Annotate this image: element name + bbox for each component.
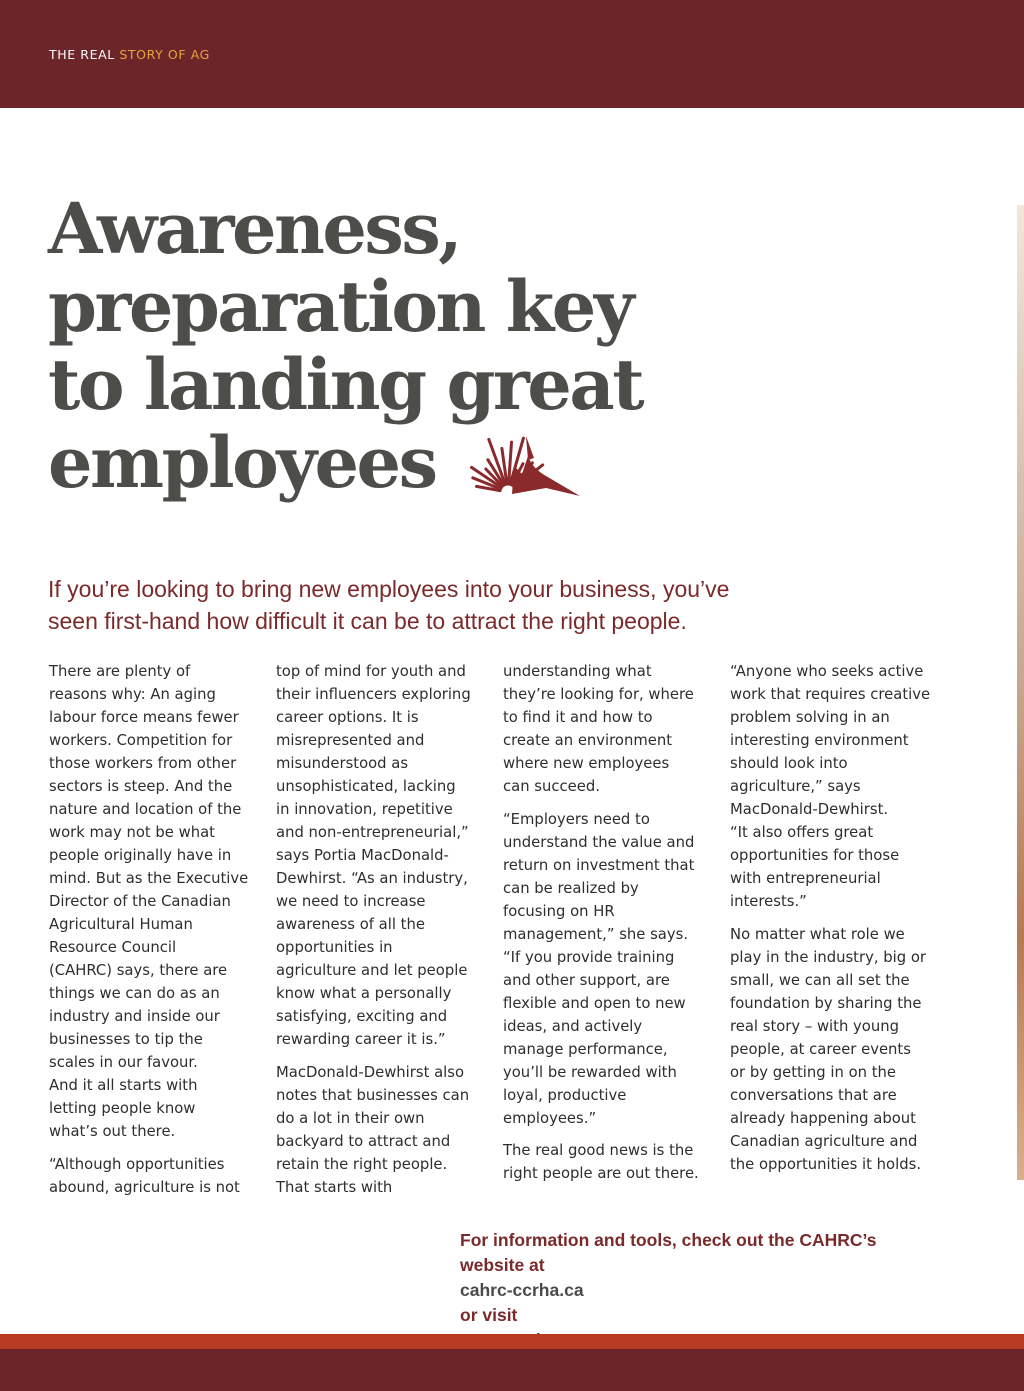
- body-column-3: [503, 660, 725, 1185]
- body-column-1: [49, 660, 271, 1199]
- body-text-line: to find it and how to: [503, 709, 653, 726]
- body-text-line: in innovation, repetitive: [276, 801, 453, 818]
- body-text-line: There are plenty of: [49, 663, 191, 680]
- body-text-line: The real good news is the: [503, 1142, 694, 1159]
- maple-leaf-icon: [462, 428, 582, 500]
- body-text-line: what’s out there.: [49, 1123, 176, 1140]
- body-text-line: you’ll be rewarded with: [503, 1063, 677, 1081]
- body-text-line: manage performance,: [503, 1040, 668, 1058]
- body-text-line: backyard to attract and: [276, 1132, 451, 1150]
- body-text-line: retain the right people.: [276, 1155, 448, 1173]
- body-text-line: Director of the Canadian: [49, 893, 231, 910]
- body-text-line: “Employers need to: [503, 810, 650, 828]
- body-text-line: small, we can all set the: [730, 971, 910, 989]
- body-text-line: know what a personally: [276, 985, 452, 1002]
- body-text-line: they’re looking for, where: [503, 686, 694, 703]
- body-text-line: do a lot in their own: [276, 1109, 425, 1127]
- body-text-line: No matter what role we: [730, 925, 905, 943]
- body-text-line: career options. It is: [276, 709, 419, 726]
- cta-line-1: For information and tools, check out the CAHRC’s: [460, 1230, 877, 1250]
- body-text-line: agriculture,” says: [730, 778, 861, 795]
- body-text-line: opportunities for those: [730, 847, 900, 864]
- cahrc-website-link[interactable]: cahrc-ccrha.ca: [460, 1280, 584, 1300]
- deck-line: seen first-hand how difficult it can be to attract the right people.: [48, 608, 687, 634]
- deck-intro: [48, 573, 948, 637]
- body-text-line: people, at career events: [730, 1040, 911, 1058]
- paragraph-gap: [503, 1130, 725, 1140]
- body-text-line: problem solving in an: [730, 709, 890, 726]
- body-text-line: people originally have in: [49, 847, 232, 864]
- body-column-4: [730, 660, 952, 1176]
- body-text-line: can be realized by: [503, 879, 639, 897]
- body-text-line: focusing on HR: [503, 902, 615, 920]
- body-text-line: employees.”: [503, 1109, 597, 1127]
- body-text-line: the opportunities it holds.: [730, 1155, 922, 1173]
- body-text-line: those workers from other: [49, 755, 237, 772]
- body-text-line: unsophisticated, lacking: [276, 778, 456, 795]
- body-text-line: ideas, and actively: [503, 1017, 643, 1035]
- body-text-line: notes that businesses can: [276, 1086, 470, 1104]
- body-text-line: mind. But as the Executive: [49, 870, 249, 887]
- body-text-line: return on investment that: [503, 856, 695, 874]
- body-text-line: right people are out there.: [503, 1165, 699, 1182]
- body-text-line: satisfying, exciting and: [276, 1008, 448, 1025]
- body-text-line: “If you provide training: [503, 948, 675, 966]
- body-text-line: we need to increase: [276, 893, 426, 910]
- running-head-part1: THE REAL: [49, 47, 115, 62]
- body-text-line: And it all starts with: [49, 1077, 198, 1094]
- deck-line: If you’re looking to bring new employees into your business, you’ve: [48, 576, 730, 602]
- body-text-line: play in the industry, big or: [730, 948, 926, 966]
- headline-line: to landing great: [48, 343, 643, 426]
- body-text-line: Canadian agriculture and: [730, 1132, 918, 1150]
- body-text-line: or by getting in on the: [730, 1063, 896, 1081]
- body-text-line: (CAHRC) says, there are: [49, 962, 228, 979]
- body-text-line: flexible and open to new: [503, 994, 686, 1012]
- body-text-line: Agricultural Human: [49, 916, 193, 933]
- body-text-line: and non-entrepreneurial,”: [276, 824, 469, 841]
- body-text-line: businesses to tip the: [49, 1031, 203, 1048]
- body-text-line: with entrepreneurial: [730, 870, 881, 887]
- body-text-line: agriculture and let people: [276, 962, 468, 979]
- body-text-line: conversations that are: [730, 1086, 897, 1104]
- body-text-line: “It also offers great: [730, 824, 874, 841]
- body-text-line: things we can do as an: [49, 985, 220, 1002]
- body-text-line: rewarding career it is.”: [276, 1031, 446, 1048]
- headline-line: employees: [48, 421, 436, 504]
- body-text-line: MacDonald-Dewhirst also: [276, 1063, 465, 1081]
- paragraph-gap: [49, 1143, 271, 1153]
- body-text-line: “Anyone who seeks active: [730, 663, 924, 680]
- body-text-line: create an environment: [503, 732, 673, 749]
- body-text-line: understand the value and: [503, 833, 695, 851]
- body-text-line: interesting environment: [730, 732, 909, 749]
- edge-photo-strip: [1017, 205, 1024, 1180]
- paragraph-gap: [730, 913, 952, 923]
- headline-line: preparation key: [48, 265, 632, 348]
- body-text-line: Resource Council: [49, 939, 177, 956]
- body-text-line: sectors is steep. And the: [49, 778, 233, 795]
- body-text-line: foundation by sharing the: [730, 994, 922, 1012]
- body-text-line: workers. Competition for: [49, 732, 233, 749]
- body-column-2: [276, 660, 498, 1199]
- running-head: [49, 47, 210, 62]
- body-text-line: misrepresented and: [276, 732, 425, 749]
- body-text-line: That starts with: [276, 1178, 393, 1196]
- body-text-line: industry and inside our: [49, 1008, 220, 1025]
- body-text-line: loyal, productive: [503, 1086, 627, 1104]
- cta-text: website at: [460, 1255, 545, 1275]
- body-text-line: nature and location of the: [49, 801, 242, 818]
- body-text-line: top of mind for youth and: [276, 663, 466, 680]
- cta-text: or visit: [460, 1305, 518, 1325]
- body-text-line: should look into: [730, 755, 848, 772]
- body-text-line: their influencers exploring: [276, 686, 471, 703]
- body-text-line: misunderstood as: [276, 755, 409, 772]
- body-text-line: reasons why: An aging: [49, 686, 216, 703]
- body-text-line: labour force means fewer: [49, 709, 239, 726]
- body-text-line: “Although opportunities: [49, 1155, 225, 1173]
- paragraph-gap: [503, 798, 725, 808]
- footer-stripe: [0, 1334, 1024, 1349]
- body-text-line: scales in our favour.: [49, 1054, 198, 1071]
- body-text-line: where new employees: [503, 755, 670, 772]
- body-text-line: abound, agriculture is not: [49, 1178, 240, 1196]
- body-text-line: Dewhirst. “As an industry,: [276, 870, 468, 887]
- headline-line: Awareness,: [48, 187, 461, 270]
- body-text-line: management,” she says.: [503, 925, 689, 943]
- body-text-line: MacDonald-Dewhirst.: [730, 801, 889, 818]
- paragraph-gap: [276, 1051, 498, 1061]
- running-head-part2: STORY OF AG: [119, 47, 210, 62]
- body-text-line: work may not be what: [49, 824, 215, 841]
- body-text-line: letting people know: [49, 1100, 196, 1117]
- body-text-line: awareness of all the: [276, 916, 425, 933]
- body-text-line: opportunities in: [276, 939, 393, 956]
- body-text-line: real story – with young: [730, 1017, 900, 1035]
- body-text-line: interests.”: [730, 893, 807, 910]
- body-text-line: understanding what: [503, 663, 652, 680]
- body-text-line: can succeed.: [503, 778, 600, 795]
- body-text-line: says Portia MacDonald-: [276, 847, 449, 864]
- body-text-line: already happening about: [730, 1109, 916, 1127]
- body-text-line: work that requires creative: [730, 686, 931, 703]
- body-text-line: and other support, are: [503, 971, 670, 989]
